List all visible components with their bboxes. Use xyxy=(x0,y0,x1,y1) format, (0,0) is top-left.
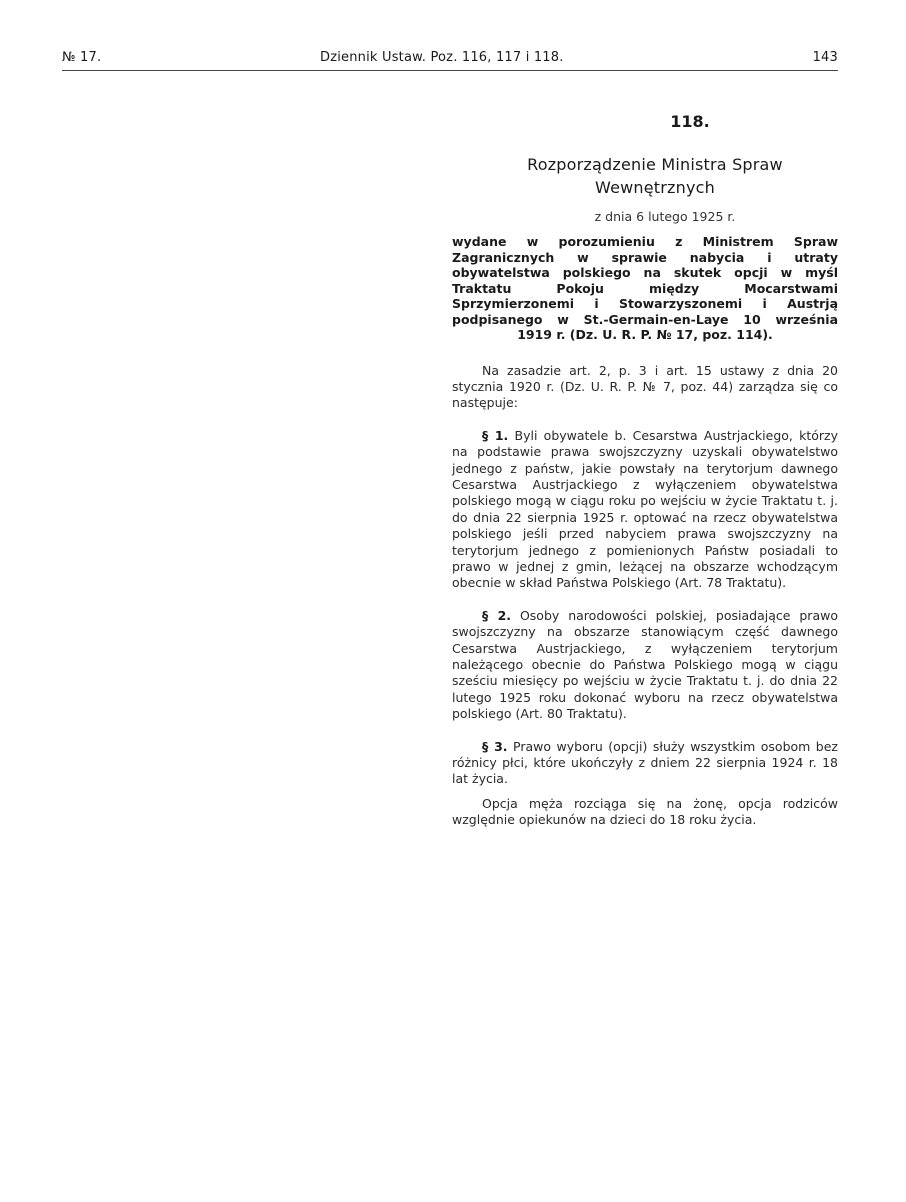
section-3-text: Prawo wyboru (opcji) służy wszystkim osobom bez różnicy płci, które ukończyły z dniem 22 sierpnia 1924 r. 18 lat życia. xyxy=(452,738,838,787)
issue-number: № 17. xyxy=(62,50,102,65)
section-1 xyxy=(452,428,838,592)
journal-title: Dziennik Ustaw. Poz. 116, 117 i 118. xyxy=(320,50,564,65)
section-2 xyxy=(452,608,838,723)
running-header xyxy=(62,50,838,72)
section-2-text: Osoby narodowości polskiej, posiadające prawo swojszczyzny na obszarze stanowiącym część dawnego Cesarstwa Austrjackiego, z wyłączeniem terytorjum należącego obecnie do Państwa Polskiego mogą w ciągu sześciu miesięcy po wejściu w życie Traktatu t. j. do dnia 22 lutego 1925 roku dokonać wyboru na rzecz obywatelstwa polskiego (Art. 80 Traktatu). xyxy=(452,607,838,722)
document-title-line2: Wewnętrznych xyxy=(595,178,715,197)
section-2-mark: § 2. xyxy=(482,607,512,623)
intro-paragraph: wydane w porozumieniu z Ministrem Spraw Zagranicznych w sprawie nabycia i utraty obywatelstwa polskiego na skutek opcji w myśl Traktatu Pokoju między Mocarstwami Sprzymierzonemi i Stowarzyszonemi i Austrją podpisanego w St.-Germain-en-Laye 10 września xyxy=(452,234,838,327)
intro-paragraph-last-line: 1919 r. (Dz. U. R. P. № 17, poz. 114). xyxy=(517,327,773,342)
section-1-mark: § 1. xyxy=(482,427,509,443)
section-3-paragraph-2: Opcja męża rozciąga się na żonę, opcja rodziców względnie opiekunów na dzieci do 18 roku życia. xyxy=(452,795,838,828)
section-1-text: Byli obywatele b. Cesarstwa Austrjackiego, którzy na podstawie prawa swojszczyzny uzyskali obywatelstwo jednego z państw, jakie powstały na terytorjum dawnego Cesarstwa Austrjackiego z wyłączeniem obywatelstwa polskiego mogą w ciągu roku po wejściu w życie Traktatu t. j. do dnia 22 sierpnia 1925 r. optować na rzecz obywatelstwa polskiego jeśli przed nabyciem prawa swojszczyzny na terytorjum jednego z pomienionych Państw posiadali to prawo w jednej z gmin, leżącej na obszarze wchodzącym obecnie w skład Państwa Polskiego (Art. 78 Traktatu). xyxy=(452,427,838,591)
document-title-line1: Rozporządzenie Ministra Spraw xyxy=(527,155,783,174)
page-number: 143 xyxy=(812,50,838,65)
document-date: z dnia 6 lutego 1925 r. xyxy=(594,209,736,224)
header-divider xyxy=(62,70,838,71)
section-3 xyxy=(452,739,838,788)
section-3-mark: § 3. xyxy=(482,738,508,754)
document-number: 118. xyxy=(670,112,710,131)
preamble-paragraph: Na zasadzie art. 2, p. 3 i art. 15 ustawy z dnia 20 stycznia 1920 r. (Dz. U. R. P. № 7, poz. 44) zarządza się co następuje: xyxy=(452,362,838,411)
document-column xyxy=(452,112,838,845)
